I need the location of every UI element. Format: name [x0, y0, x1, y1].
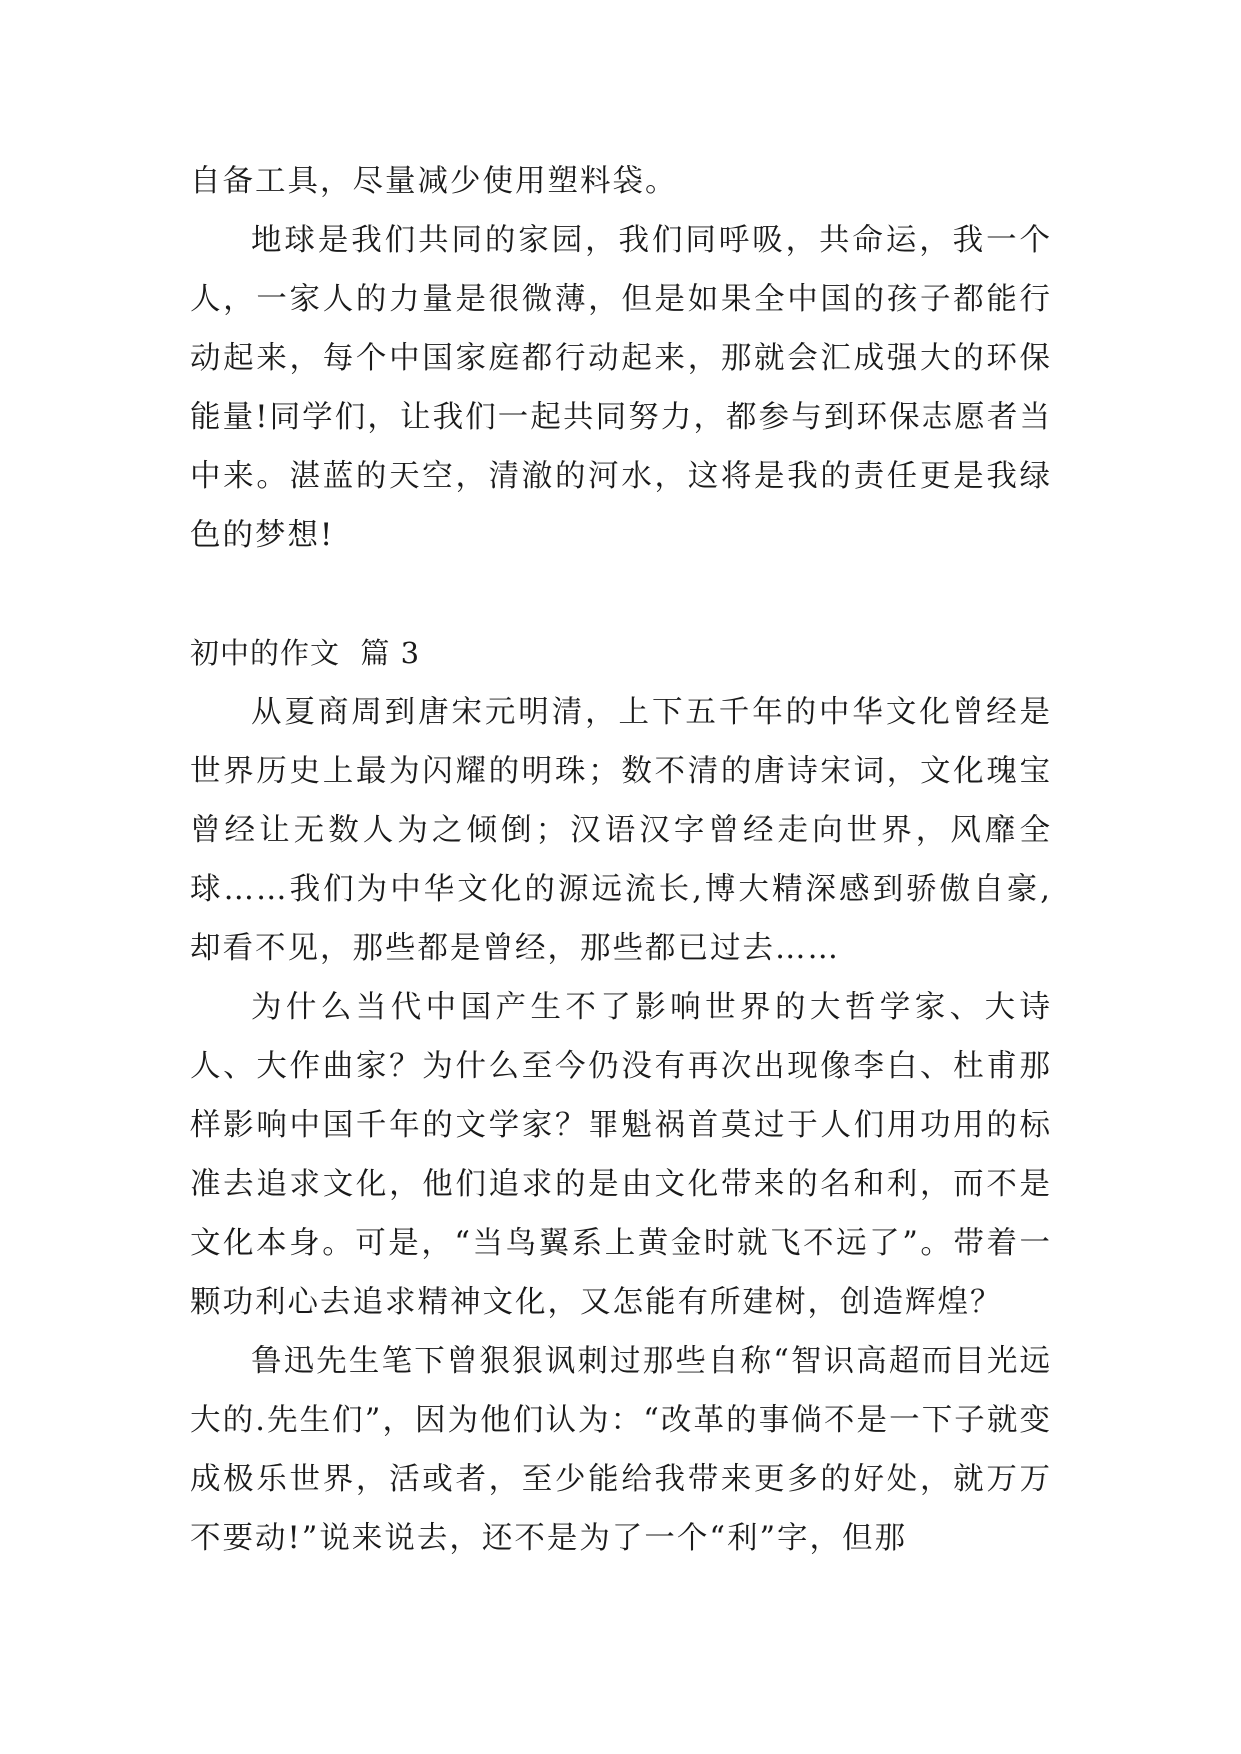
section-heading: 初中的作文 篇 3: [190, 636, 421, 670]
document-body: [190, 152, 1052, 1568]
paragraph-why-question: 为什么当代中国产生不了影响世界的大哲学家、大诗人、大作曲家？为什么至今仍没有再次出现像李白、杜甫那样影响中国千年的文学家？罪魁祸首莫过于人们用功用的标准去追求文化，他们追求的是由文化带来的名和利，而不是文化本身。可是，“当鸟翼系上黄金时就飞不远了”。带着一颗功利心去追求精神文化，又怎能有所建树，创造辉煌？: [190, 990, 1052, 1320]
section-spacer: [190, 565, 1052, 624]
paragraph-earth-home: 地球是我们共同的家园，我们同呼吸，共命运，我一个人，一家人的力量是很微薄，但是如果全中国的孩子都能行动起来，每个中国家庭都行动起来，那就会汇成强大的环保能量!同学们，让我们一起共同努力，都参与到环保志愿者当中来。湛蓝的天空，清澈的河水，这将是我的责任更是我绿色的梦想!: [190, 223, 1052, 553]
paragraph-lu-xun: 鲁迅先生笔下曾狠狠讽刺过那些自称“智识高超而目光远大的.先生们”，因为他们认为：“改革的事倘不是一下子就变成极乐世界，活或者，至少能给我带来更多的好处，就万万不要动!”说来说去，还不是为了一个“利”字，但那: [190, 1344, 1052, 1556]
paragraph-continuation: 自备工具，尽量减少使用塑料袋。: [190, 164, 678, 199]
paragraph-chinese-culture: 从夏商周到唐宋元明清，上下五千年的中华文化曾经是世界历史上最为闪耀的明珠；数不清的唐诗宋词，文化瑰宝曾经让无数人为之倾倒；汉语汉字曾经走向世界，风靡全球……我们为中华文化的源远流长,博大精深感到骄傲自豪,却看不见，那些都是曾经，那些都已过去……: [190, 695, 1052, 966]
